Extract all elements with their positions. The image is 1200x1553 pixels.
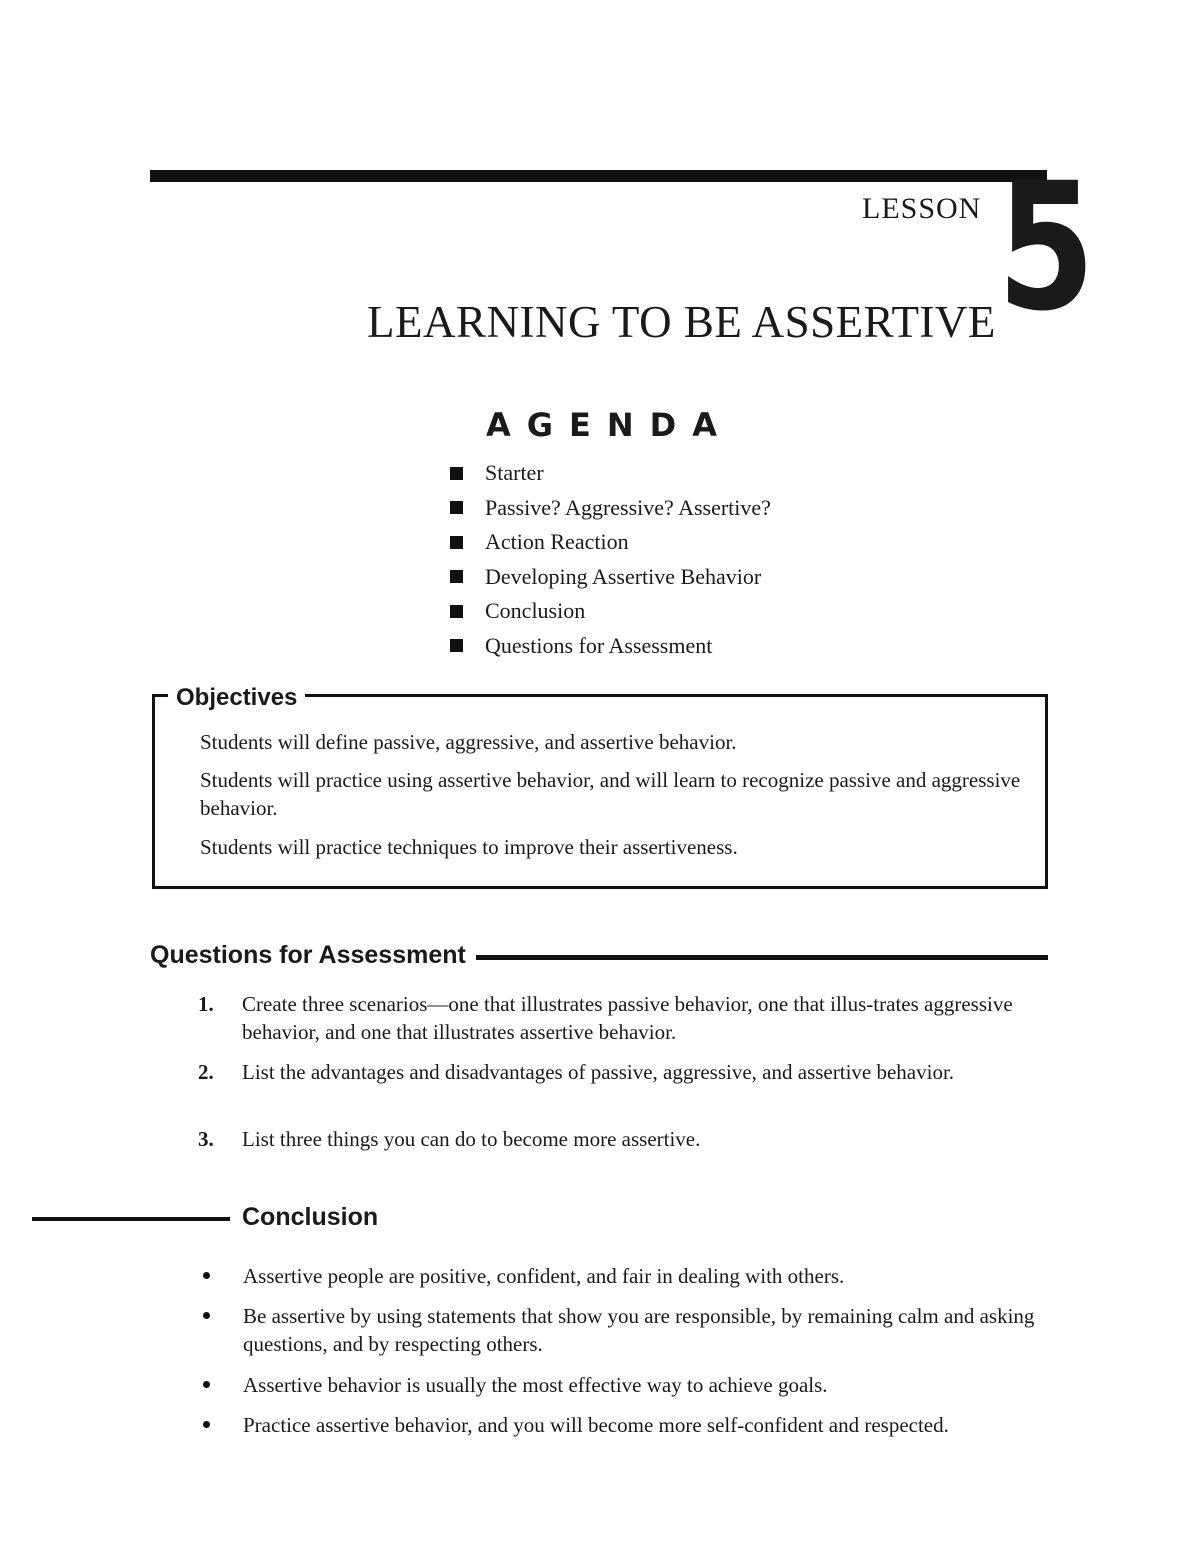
conclusion-text: Be assertive by using statements that show you are responsible, by remaining calm and asking questions, and by respecting others. <box>243 1304 1035 1356</box>
questions-rule <box>476 955 1048 960</box>
square-bullet-icon <box>450 570 463 583</box>
objective-item: Students will practice using assertive behavior, and will learn to recognize passive and aggressive behavior. <box>200 768 1021 820</box>
question-number: 3. <box>198 1127 214 1151</box>
objective-item: Students will practice techniques to improve their assertiveness. <box>200 835 738 859</box>
header-rule <box>150 170 1047 182</box>
agenda-item-label: Starter <box>485 460 544 486</box>
square-bullet-icon <box>450 501 463 514</box>
agenda-item <box>450 491 771 526</box>
bullet-icon <box>203 1272 210 1279</box>
objective-item: Students will define passive, aggressive, and assertive behavior. <box>200 730 737 754</box>
agenda-item <box>450 629 771 664</box>
agenda-item-label: Conclusion <box>485 598 586 624</box>
square-bullet-icon <box>450 536 463 549</box>
bullet-icon <box>203 1421 210 1428</box>
agenda-item-label: Action Reaction <box>485 529 629 555</box>
question-text: List the advantages and disadvantages of passive, aggressive, and assertive behavior. <box>242 1060 955 1084</box>
agenda-item-label: Questions for Assessment <box>485 632 713 658</box>
square-bullet-icon <box>450 467 463 480</box>
question-item <box>198 990 1028 1046</box>
square-bullet-icon <box>450 605 463 618</box>
conclusion-item <box>203 1371 1043 1399</box>
conclusion-text: Assertive behavior is usually the most effective way to achieve goals. <box>243 1373 828 1397</box>
agenda-item <box>450 525 771 560</box>
question-number: 2. <box>198 1060 214 1084</box>
agenda-item <box>450 560 771 595</box>
agenda-heading: AGENDA <box>486 406 733 444</box>
agenda-item-label: Developing Assertive Behavior <box>485 563 762 589</box>
question-text: Create three scenarios—one that illustrates passive behavior, one that illus-trates aggressive behavior, and one that illustrates assertive behavior. <box>242 992 1013 1044</box>
lesson-number: 5 <box>997 145 1096 350</box>
bullet-icon <box>203 1312 210 1319</box>
agenda-item-label: Passive? Aggressive? Assertive? <box>485 494 771 520</box>
conclusion-item <box>203 1302 1043 1358</box>
conclusion-text: Practice assertive behavior, and you will become more self-confident and respected. <box>243 1413 949 1437</box>
conclusion-text: Assertive people are positive, confident, and fair in dealing with others. <box>243 1264 845 1288</box>
agenda-item <box>450 456 771 491</box>
conclusion-item <box>203 1411 1043 1439</box>
conclusion-rule <box>32 1217 230 1221</box>
conclusion-item <box>203 1262 1043 1290</box>
square-bullet-icon <box>450 639 463 652</box>
conclusion-heading: Conclusion <box>242 1203 379 1231</box>
question-number: 1. <box>198 992 214 1016</box>
objectives-heading: Objectives <box>168 684 305 712</box>
agenda-item <box>450 594 771 629</box>
question-item <box>198 1125 1028 1153</box>
page-title: LEARNING TO BE ASSERTIVE <box>367 297 996 347</box>
bullet-icon <box>203 1381 210 1388</box>
lesson-label: LESSON <box>862 192 982 225</box>
agenda-list <box>450 456 771 663</box>
questions-heading: Questions for Assessment <box>150 941 466 969</box>
question-text: List three things you can do to become more assertive. <box>242 1127 701 1151</box>
question-item <box>198 1058 1028 1086</box>
